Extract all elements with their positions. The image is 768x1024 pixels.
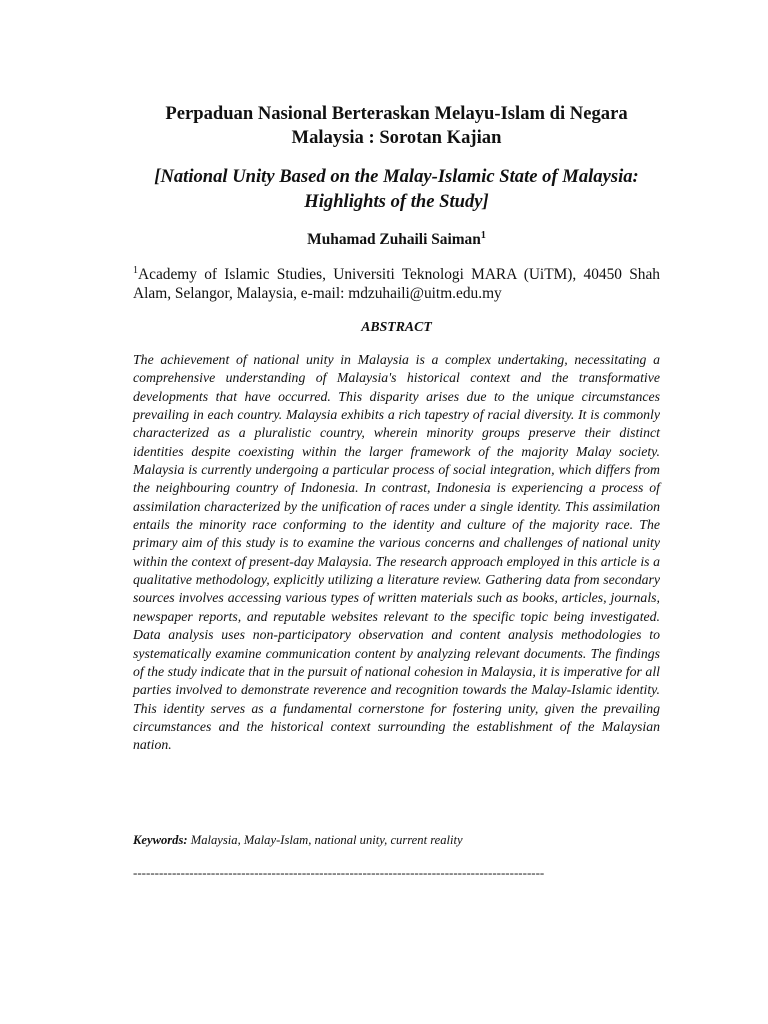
section-divider: ----------------------------------------------------------------------------------------------- [133,865,545,880]
abstract-heading: ABSTRACT [361,319,432,334]
affiliation-text: Academy of Islamic Studies, Universiti Teknologi MARA (UiTM), 40450 Shah Alam, Selangor, Malaysia, e-mail: mdzuhaili@uitm.edu.my [133,266,660,302]
keywords-label: Keywords: [133,833,188,847]
paper-title: Perpaduan Nasional Berteraskan Melayu-Islam di Negara Malaysia : Sorotan Kajian [165,103,628,148]
paper-subtitle: [National Unity Based on the Malay-Islamic State of Malaysia: Highlights of the Study] [154,166,639,212]
author-line [133,230,660,250]
author-affiliation-marker: 1 [480,229,486,241]
keywords-text: Malaysia, Malay-Islam, national unity, current reality [187,833,463,847]
abstract-body: The achievement of national unity in Malaysia is a complex undertaking, necessitating a comprehensive understanding of Malaysia's historical context and the transformative developments that have occurred. This disparity arises due to the unique circumstances prevailing in each country. Malaysia exhibits a rich tapestry of racial diversity. It is commonly characterized as a pluralistic country, wherein minority groups preserve their distinct identities despite coexisting within the larger framework of the majority Malay society. Malaysia is currently undergoing a particular process of social integration, which differs from the neighbouring country of Indonesia. In contrast, Indonesia is experiencing a process of assimilation characterized by the unification of races under a single identity. This assimilation entails the minority race conforming to the identity and culture of the majority race. The primary aim of this study is to examine the various concerns and challenges of national unity within the context of present-day Malaysia. The research approach employed in this article is a qualitative methodology, explicitly utilizing a literature review. Gathering data from secondary sources involves accessing various types of written materials such as books, articles, journals, newspaper reports, and reputable websites relevant to the specific topic being investigated. Data analysis uses non-participatory observation and content analysis methodologies to systematically examine communication content by analyzing relevant documents. The findings of the study indicate that in the pursuit of national cohesion in Malaysia, it is imperative for all parties involved to demonstrate reverence and recognition towards the Malay-Islamic identity. This identity serves as a fundamental cornerstone for fostering unity, given the prevailing circumstances and the historical context surrounding the establishment of the Malaysian nation. [133,352,660,753]
keywords-line [133,832,660,849]
author-name: Muhamad Zuhaili Saiman [307,231,481,248]
affiliation-marker: 1 [133,264,138,276]
affiliation [133,265,660,303]
